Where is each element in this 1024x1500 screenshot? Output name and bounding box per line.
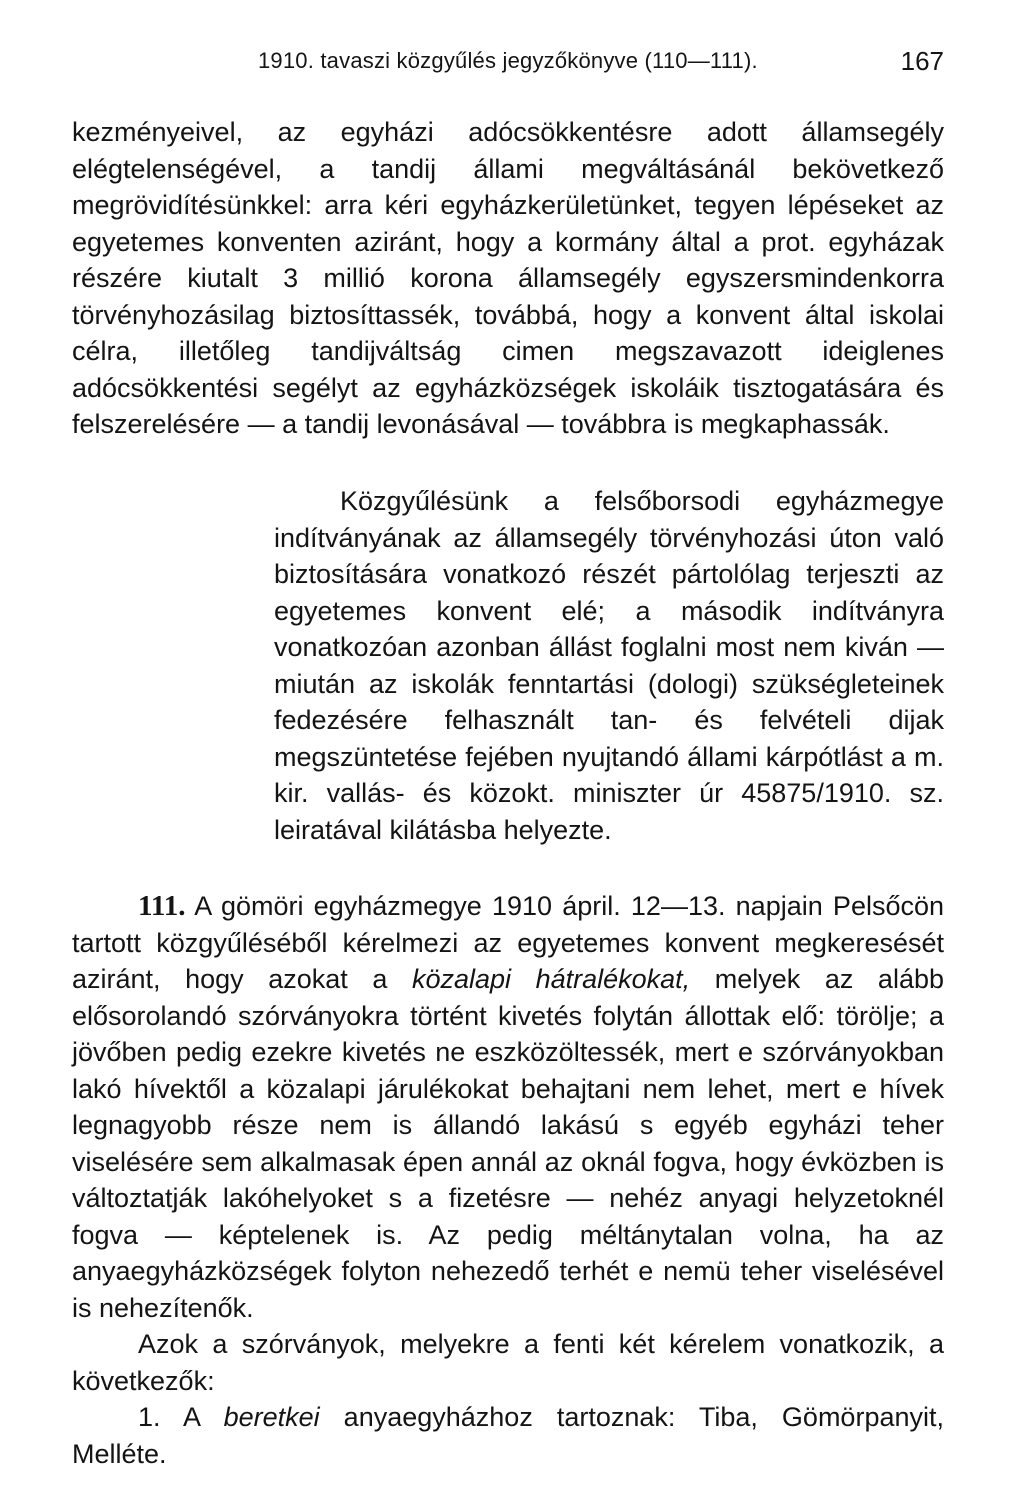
section-111-number: 111. xyxy=(138,890,186,922)
document-page xyxy=(72,0,944,1500)
section-111 xyxy=(72,888,944,1472)
page-number: 167 xyxy=(900,46,944,76)
section-110-paragraph: kezményeivel, az egyházi adócsökkentésre adott államsegély elégtelenségével, a tandij állami megváltásánál bekövetkező megrövidítésünkkel: arra kéri egyházkerületünket, tegyen lépéseket az egyetemes konventen aziránt, hogy a kormány által a prot. egyházak részére kiutalt 3 millió korona államsegély egyszersmindenkorra törvényhozásilag biztosíttassék, továbbá, hogy a konvent által iskolai célra, illetőleg tandijváltság cimen megszavazott ideiglenes adócsökkentési segélyt az egyházközségek iskoláik tisztogatására és felszerelésére — a tandij levonásával — továbbra is megkaphassák. xyxy=(72,117,944,439)
resolution-110-paragraph: Közgyűlésünk a felsőborsodi egyházmegye indítványának az államsegély törvényhozási úton való biztosítására vonatkozó részét pártolólag terjeszti az egyetemes konvent elé; a második indítványra vonatkozóan azonban állást foglalni most nem kiván — miután az iskolák fenntartási (dologi) szükségleteinek fedezésére felhasznált tan- és felvételi dijak megszüntetése fejében nyujtandó állami kárpótlást a m. kir. vallás- és közokt. miniszter úr 45875/1910. sz. leiratával kilátásba helyezte. xyxy=(274,486,944,845)
resolution-110 xyxy=(274,483,944,848)
list-item-number: 1. xyxy=(138,1402,161,1432)
section-111-text-start: A gömöri egyházmegye 1910 ápril. 12—13. napjain Pelsőcön tartott közgyűléséből kérelmezi az egyetemes konvent megkeresését aziránt, hogy azokat a xyxy=(72,891,945,994)
list-item xyxy=(72,1399,944,1472)
list-item-text: anyaegyházhoz tartoznak: Tiba, Gömörpanyit, Melléte. xyxy=(72,1402,944,1469)
section-111-text-end: melyek az alább elősorolandó szórványokra történt kivetés folytán állottak elő: törölje; a jövőben pedig ezekre kivetés ne eszközöltessék, mert e szórványokban lakó hívektől a közalapi járulékokat behajtani nem lehet, mert e hívek legnagyobb része nem is állandó lakású s egyéb egyházi teher viselésére sem alkalmasak épen annál az oknál fogva, hogy évközben is változtatják lakóhelyoket s a fizetésre — nehéz anyagi helyzetoknél fogva — képtelenek is. Az pedig méltánytalan volna, ha az anyaegyházközségek folyton nehezedő terhét e nemü teher viselésével is nehezítenők. xyxy=(72,964,944,1323)
section-110-continuation xyxy=(72,114,944,443)
section-111-paragraph-2: Azok a szórványok, melyekre a fenti két kérelem vonatkozik, a következők: xyxy=(72,1329,944,1396)
list-item-prefix: A xyxy=(183,1402,200,1432)
section-111-italic-phrase: közalapi hátralékokat, xyxy=(411,964,691,994)
running-header xyxy=(72,44,944,80)
running-title: 1910. tavaszi közgyűlés jegyzőkönyve (110—111). xyxy=(258,48,758,73)
section-111-paragraph xyxy=(72,888,944,1326)
list-item-italic-name: beretkei xyxy=(223,1402,320,1432)
